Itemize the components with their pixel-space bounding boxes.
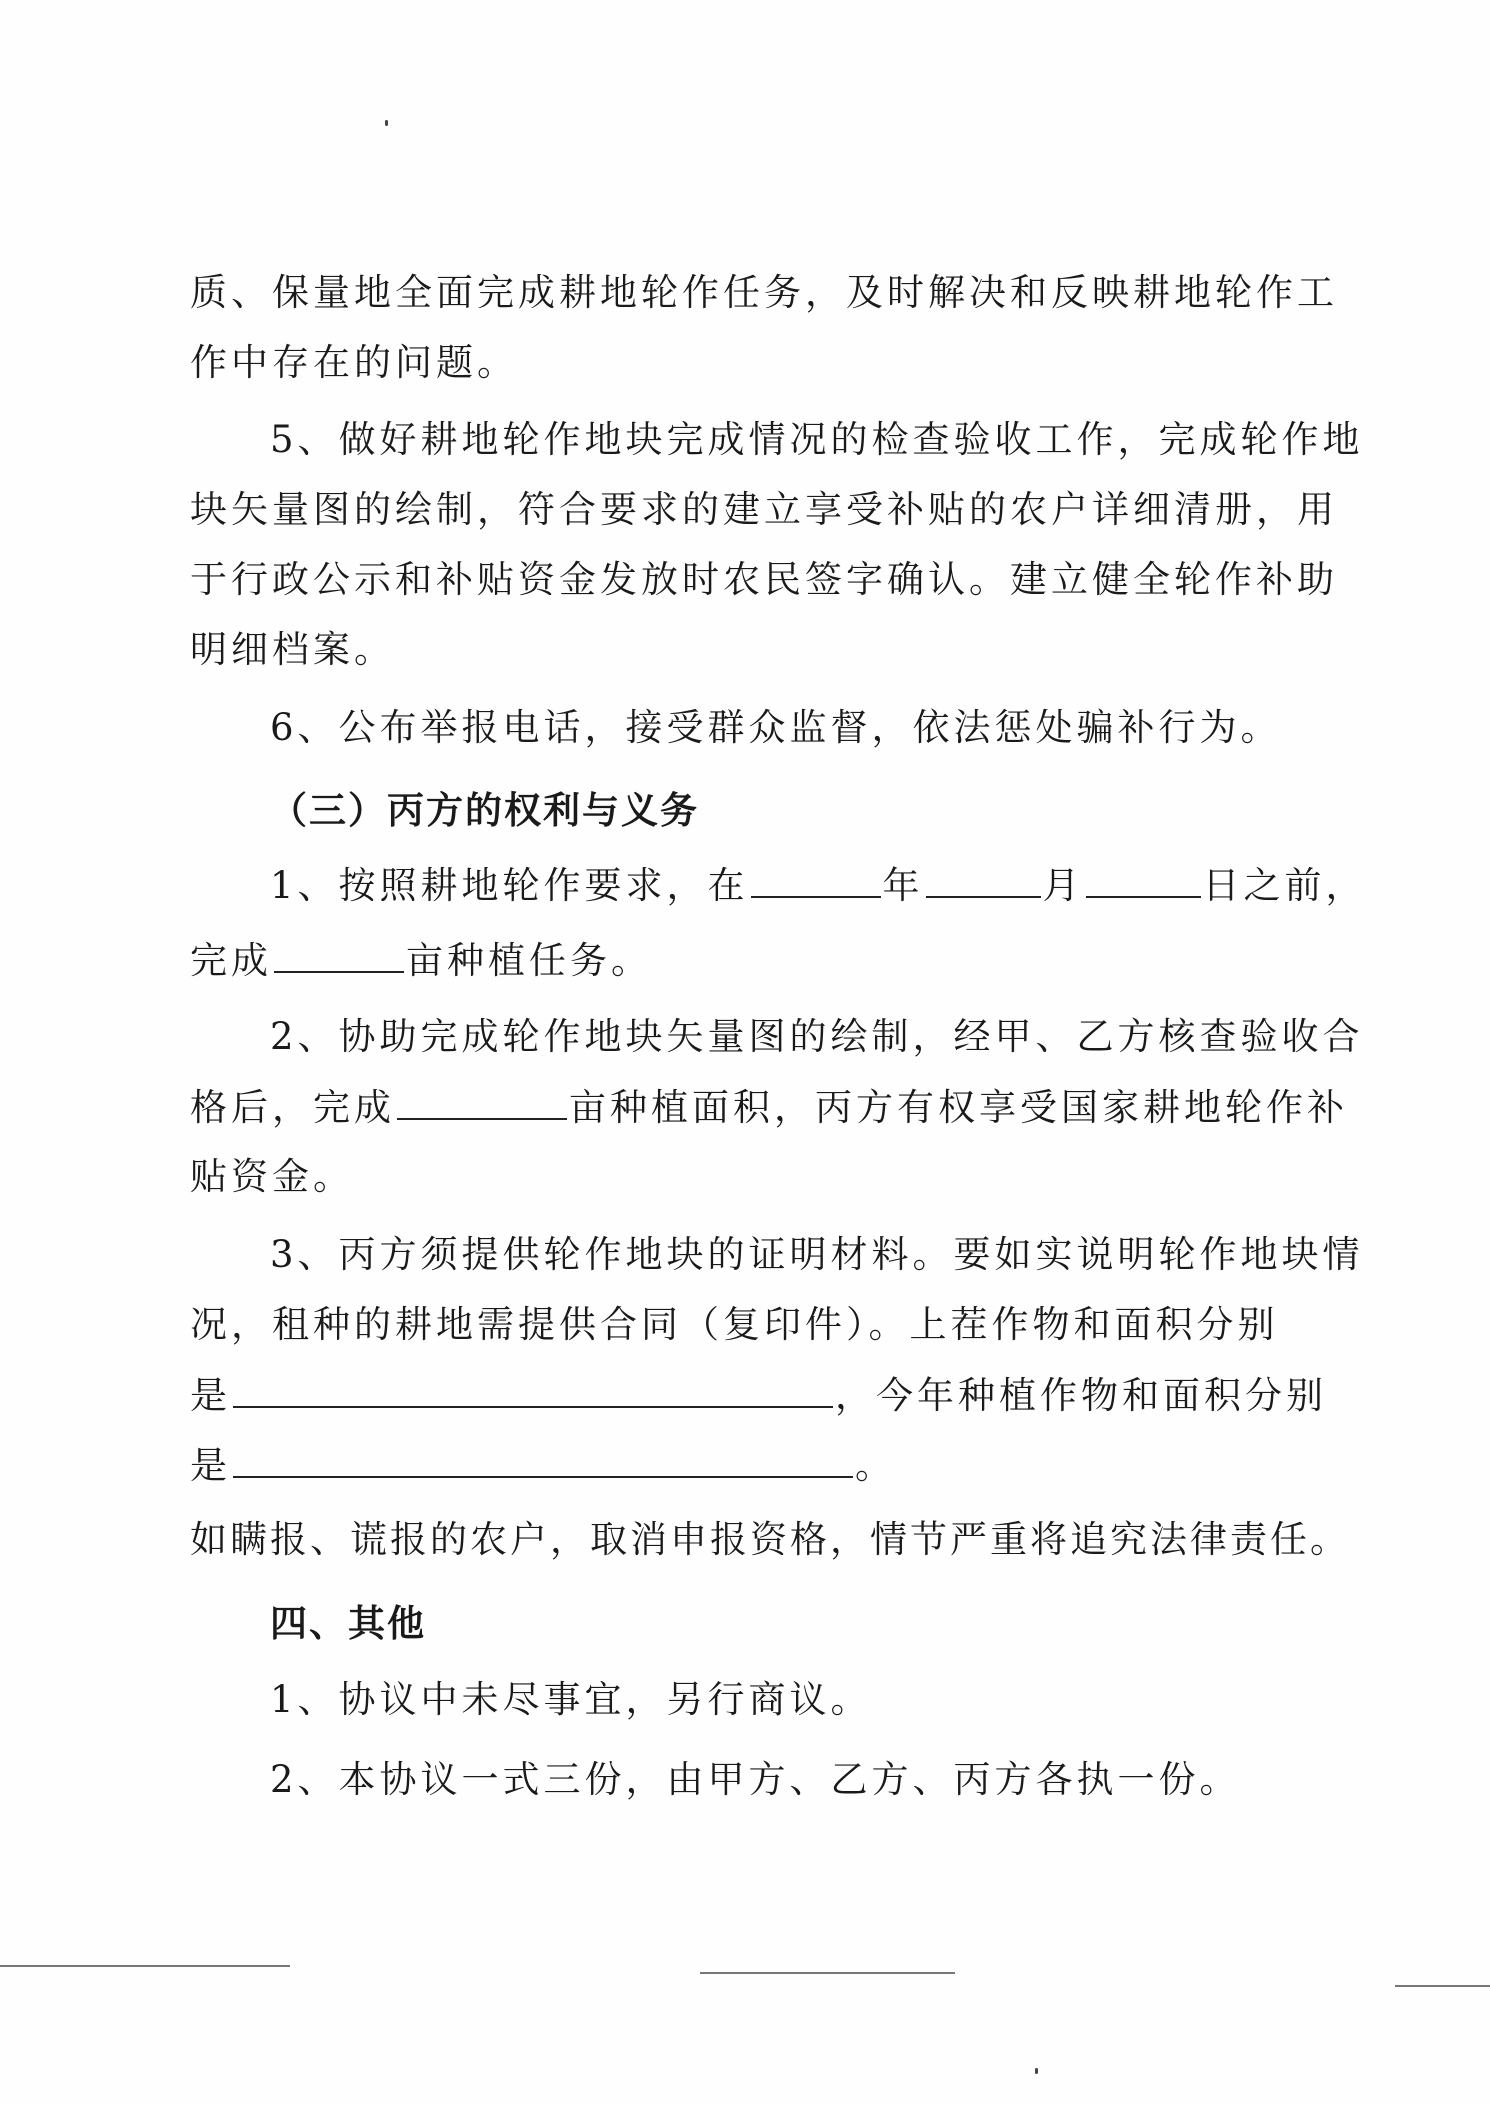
- other-item-1: 1、协议中未尽事宜，另行商议。: [270, 1678, 872, 1721]
- item-1-line: [270, 860, 1367, 910]
- item-3-text: ，今年种植作物和面积分别: [835, 1374, 1327, 1417]
- item-1-text: 亩种植任务。: [406, 939, 652, 982]
- item-3-line: 如瞒报、谎报的农户，取消申报资格，情节严重将追究法律责任。: [190, 1518, 1350, 1561]
- scan-artifact-line: [1395, 1985, 1490, 1987]
- item-5-line: 5、做好耕地轮作地块完成情况的检查验收工作，完成轮作地: [270, 418, 1364, 461]
- item-2-line: 2、协助完成轮作地块矢量图的绘制，经甲、乙方核查验收合: [270, 1015, 1364, 1058]
- item-1-line: [190, 935, 1320, 985]
- item-1-text: 1、按照耕地轮作要求，在: [270, 864, 749, 907]
- paragraph-line: 质、保量地全面完成耕地轮作任务，及时解决和反映耕地轮作工: [190, 271, 1338, 314]
- item-3-line: 况，租种的耕地需提供合同（复印件）。上茬作物和面积分别: [190, 1303, 1279, 1346]
- item-5-line: 块矢量图的绘制，符合要求的建立享受补贴的农户详细清册，用: [190, 488, 1338, 531]
- other-item-2: 2、本协议一式三份，由甲方、乙方、丙方各执一份。: [270, 1758, 1241, 1801]
- item-3-text: 是: [190, 1374, 231, 1417]
- item-3-line: 3、丙方须提供轮作地块的证明材料。要如实说明轮作地块情: [270, 1233, 1364, 1276]
- item-2-line: [190, 1082, 1348, 1132]
- item-5-line: 于行政公示和补贴资金发放时农民签字确认。建立健全轮作补助: [190, 558, 1338, 601]
- year-blank: [751, 860, 881, 898]
- scan-artifact-line: [700, 1972, 955, 1974]
- paragraph-line: 作中存在的问题。: [190, 341, 518, 384]
- item-3-line: [190, 1440, 1320, 1490]
- area-blank: [274, 935, 404, 973]
- previous-crop-blank: [233, 1370, 833, 1408]
- item-5-line: 明细档案。: [190, 628, 395, 671]
- item-3-text: 。: [855, 1444, 896, 1487]
- planting-area-blank: [397, 1082, 567, 1120]
- year-label: 年: [882, 864, 924, 907]
- scan-artifact-line: [0, 1965, 290, 1967]
- day-blank: [1086, 860, 1201, 898]
- month-blank: [926, 860, 1041, 898]
- scan-speck: [1035, 2068, 1038, 2074]
- item-2-line: 贴资金。: [190, 1155, 354, 1198]
- item-1-text: 完成: [190, 939, 272, 982]
- item-3-text: 是: [190, 1444, 231, 1487]
- item-2-text: 格后，完成: [190, 1086, 395, 1129]
- section-4-heading: 四、其他: [270, 1601, 426, 1645]
- section-3-heading: （三）丙方的权利与义务: [270, 788, 699, 832]
- item-2-text: 亩种植面积，丙方有权享受国家耕地轮作补: [569, 1086, 1348, 1129]
- scan-speck: [385, 120, 388, 126]
- day-label: 日之前，: [1202, 864, 1367, 907]
- item-6-line: 6、公布举报电话，接受群众监督，依法惩处骗补行为。: [270, 706, 1282, 749]
- item-3-line: [190, 1370, 1327, 1420]
- current-crop-blank: [233, 1440, 853, 1478]
- month-label: 月: [1042, 864, 1084, 907]
